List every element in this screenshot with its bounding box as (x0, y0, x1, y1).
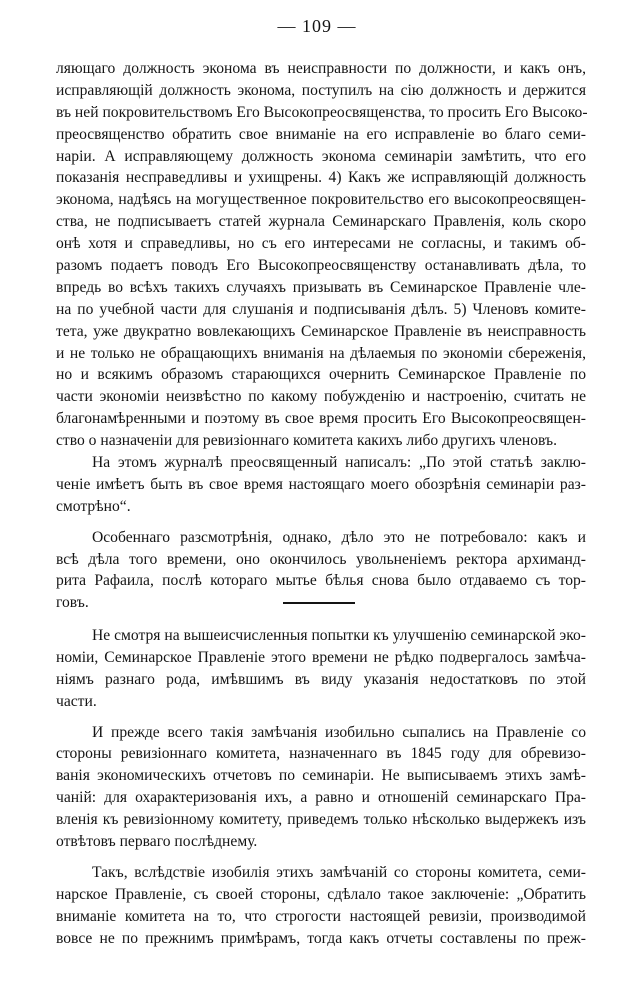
text-block-1 (56, 58, 586, 614)
text-line: впредь во всѣхъ такихъ случаяхъ призывать въ Семинарское Правленіе чле- (56, 278, 586, 296)
text-line: ляющаго должность эконома въ неисправности по должности, и какъ онъ, (56, 60, 586, 77)
paragraph (56, 58, 586, 452)
text-line: нарское Правленіе, съ своей стороны, сдѣлало такое заключеніе: „Обратить (56, 885, 586, 903)
text-line: рита Рафаила, послѣ котораго мытье бѣлья снова было отдаваемо съ тор- (56, 572, 586, 590)
paragraph (56, 722, 586, 853)
text-line: ніямъ разнаго рода, имѣвшимъ въ виду указанія недостатковъ по этой (56, 670, 586, 688)
page-number: — 109 — (277, 16, 357, 36)
text-line: наріи. А исправляющему должность эконома семинаріи замѣтить, что его (56, 147, 586, 165)
text-line: стороны ревизіоннаго комитета, назначеннаго въ 1845 году для обревизо- (56, 745, 586, 763)
text-line: И прежде всего такія замѣчанія изобильно сыпались на Правленіе со (92, 723, 586, 741)
section-divider (283, 602, 355, 604)
text-line: ванія экономическихъ отчетовъ по семинаріи. Не выписываемъ этихъ замѣ- (56, 767, 586, 785)
text-line: онѣ хотя и справедливы, но съ его интересами не согласны, и такимъ об- (56, 235, 586, 253)
text-line: всѣ дѣла того времени, оно окончилось увольненіемъ ректора архиманд- (56, 550, 586, 568)
text-line: эконома, надѣясь на могущественное покровительство его высокопреосвящен- (56, 191, 586, 209)
text-line: показанія несправедливы и ухищрены. 4) Какъ же исправляющій должность (56, 169, 586, 187)
text-line: тета, уже двукратно вовлекающихъ Семинарское Правленіе въ неисправность (56, 322, 586, 340)
text-line: но и всякимъ образомъ старающихся очернить Семинарское Правленіе по (56, 366, 586, 384)
text-line: вовсе не по прежнимъ примѣрамъ, тогда какъ отчеты составлены по преж- (56, 929, 586, 947)
text-line: ченіе имѣетъ быть въ свое время настоящаго моего обозрѣнія семинаріи раз- (56, 475, 586, 493)
text-line: въ ней покровительствомъ Его Высокопреосвященства, то просить Его Высоко- (56, 103, 588, 121)
text-line: вленія къ ревизіонному комитету, приведемъ только нѣсколько выдержекъ изъ (56, 811, 586, 829)
paragraph (56, 862, 586, 950)
text-line: Такъ, вслѣдствіе изобилія этихъ замѣчаній со стороны комитета, семи- (92, 863, 586, 881)
text-line: части экономіи неизвѣстно по какому побужденію и настроенію, считать не (56, 388, 586, 406)
text-line: чаній: для охарактеризованія ихъ, а равно и отношеній семинарскаго Пра- (56, 789, 586, 807)
text-block-2 (56, 625, 586, 949)
paragraph (56, 452, 586, 518)
text-line: разомъ подаетъ поводъ Его Высокопреосвященству останавливать дѣла, то (56, 257, 586, 275)
text-line: На этомъ журналѣ преосвященный написалъ: „По этой статьѣ заклю- (92, 454, 586, 472)
text-line: вниманіе комитета на то, что строгости настоящей ревизіи, производимой (56, 907, 586, 925)
text-line: и не только не обращающихъ вниманія на дѣлаемыя по экономіи сбереженія, (56, 344, 586, 362)
paragraph (56, 625, 586, 713)
text-line: Не смотря на вышеисчисленныя попытки къ улучшенію семинарской эко- (92, 627, 586, 644)
text-line: части. (56, 692, 97, 710)
text-line: номіи, Семинарское Правленіе этого времени не рѣдко подвергалось замѣча- (56, 648, 586, 666)
text-line: на по учебной части для слушанія и подписыванія дѣлъ. 5) Членовъ комите- (56, 300, 586, 318)
text-line: ство о назначеніи для ревизіоннаго комитета какихъ либо другихъ членовъ. (56, 432, 557, 450)
text-line: Особеннаго разсмотрѣнія, однако, дѣло это не потребовало: какъ и (92, 528, 586, 546)
text-line: отвѣтовъ перваго послѣднему. (56, 833, 258, 851)
text-line: исправляющій должность эконома, поступилъ на сію должность и держится (56, 81, 586, 99)
text-line: преосвященство обратить свое вниманіе на его исправленіе во благо семи- (56, 125, 586, 143)
text-line: ства, не подписываетъ статей журнала Семинарскаго Правленія, коль скоро (56, 213, 586, 231)
text-line: говъ. (56, 594, 89, 612)
text-line: смотрѣно“. (56, 497, 131, 515)
text-line: благонамѣренными и поэтому въ свое время просить Его Высокопреосвящен- (56, 410, 586, 428)
